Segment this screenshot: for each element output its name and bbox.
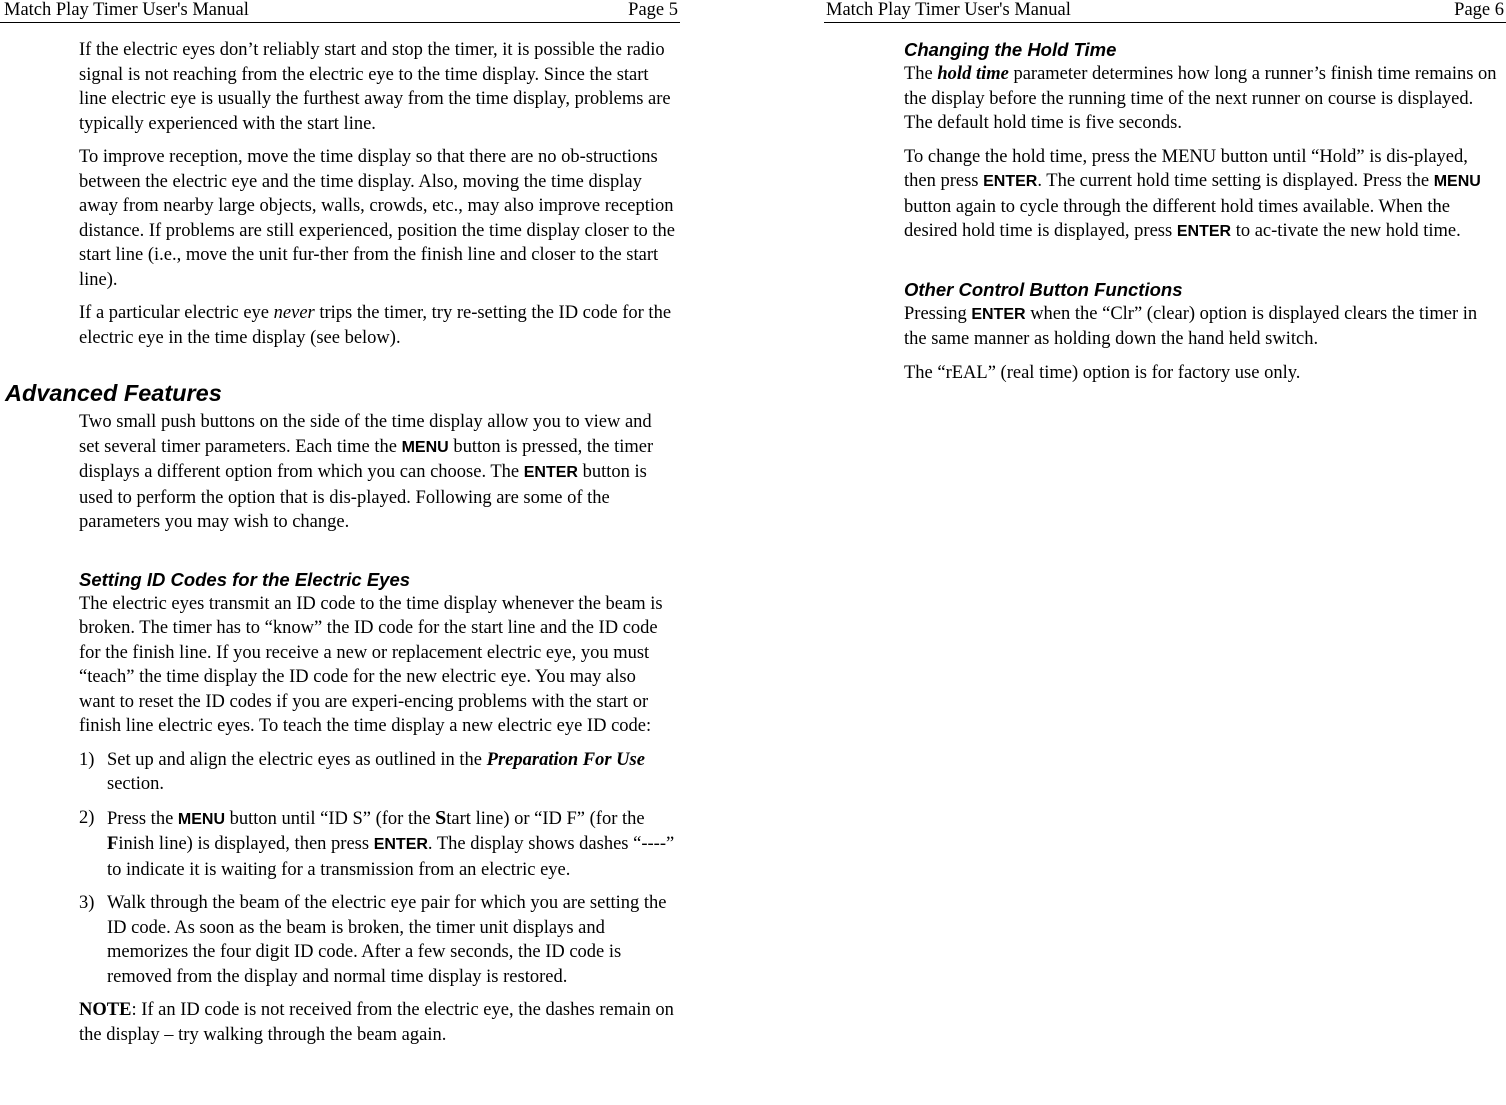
right-page [824,0,1506,1105]
steps-list [79,748,676,990]
text-run: when the “Clr” (clear) option is displayed clears the timer in the same manner as holding down the hand held switch. [904,303,1478,349]
text-run: . The current hold time setting is displayed. Press the [1037,171,1434,191]
list-number: 3) [79,893,95,913]
emphasis: never [273,303,315,323]
header-title: Match Play Timer User's Manual [826,0,1071,20]
text-run: button is pressed, the timer displays a different option from which you can choose. The [79,436,654,482]
emphasis: S [435,806,447,829]
list-number: 2) [79,807,95,828]
emphasis: hold time [937,64,1009,84]
paragraph [79,410,676,535]
text-run: section. [107,774,165,794]
text-run: Walk through the beam of the electric eye pair for which you are setting the ID code. As soon as the beam is broken, the timer unit displays and memorizes the four digit ID code. After a few seconds, the ID code is removed from the display and normal time display is restored. [107,893,667,987]
paragraph [904,62,1504,136]
text-run: button until “ID S” (for the [225,808,436,829]
header-page-number: Page 5 [628,0,678,20]
text-run: : If an ID code is not received from the electric eye, the dashes remain on the display – try walking through the beam again. [79,1000,674,1045]
subsection-heading: Changing the Hold Time [904,39,1117,60]
text-run: The [904,64,938,84]
subsection-heading: Other Control Button Functions [904,278,1183,300]
enter-key-label: ENTER [523,464,578,481]
page-header [0,0,680,23]
paragraph [904,145,1504,245]
text-run: to ac-tivate the new hold time. [1231,221,1461,241]
text-run: Two small push buttons on the side of the time display allow you to view and set several timer parameters. Each time the [79,412,652,457]
header-title: Match Play Timer User's Manual [4,0,249,20]
emphasis: F [107,834,119,854]
note-label: NOTE [79,1000,132,1020]
header-page-number: Page 6 [1454,0,1504,20]
text-run: tart line) or “ID F” (for the [446,808,645,829]
text-run: Set up and align the electric eyes as outlined in the [107,749,487,770]
text-run: . The display shows dashes “----” to indicate it is waiting for a transmission from an electric eye. [107,834,675,880]
subsection-heading: Setting ID Codes for the Electric Eyes [79,568,411,590]
text-run: To change the hold time, press the MENU button until “Hold” is dis-played, then press [904,146,1468,191]
paragraph: If the electric eyes don’t reliably start and stop the timer, it is possible the radio signal is not reaching from the electric eye to the time display. Since the start line electric eye is usually the furthest away from the time display, problems are typically experienced with the start line. [79,40,671,134]
text-run: trips the timer, try re-setting the ID code for the electric eye in the time display (see below). [79,303,672,348]
note-paragraph [79,998,676,1047]
text-run: button is used to perform the option that is dis-played. Following are some of the parameters you may wish to change. [79,462,647,532]
text-run: Pressing [904,303,972,324]
text-run: inish line) is displayed, then press [118,834,374,854]
paragraph: The “rEAL” (real time) option is for factory use only. [904,362,1301,383]
enter-key-label: ENTER [373,836,428,853]
paragraph: The electric eyes transmit an ID code to the time display whenever the beam is broken. The timer has to “know” the ID code for the start line and the ID code for the finish line. If you receive a new or replacement electric eye, you must “teach” the time display the ID code for the new electric eye. You may also want to reset the ID codes if you are experi-encing problems with the start or finish line electric eyes. To teach the time display a new electric eye ID code: [79,593,663,736]
enter-key-label: ENTER [1176,223,1232,240]
page-header [824,0,1506,23]
list-item [79,891,676,989]
list-item [79,806,676,883]
list-item [79,748,676,797]
paragraph: To improve reception, move the time display so that there are no ob-structions between the electric eye and the time display. Also, moving the time display away from nearby large objects, walls, crowds, etc., may also improve reception distance. If problems are still experienced, position the time display closer to the start line (i.e., move the unit fur-ther from the finish line and closer to the start line). [79,147,675,290]
list-number: 1) [79,749,95,770]
paragraph [904,302,1504,352]
page-body [5,38,676,1056]
menu-key-label: MENU [401,438,449,456]
enter-key-label: ENTER [971,305,1026,323]
menu-key-label: MENU [1433,173,1481,190]
page-body [904,38,1504,394]
menu-key-label: MENU [177,810,226,828]
text-run: Press the [107,808,178,829]
paragraph [79,301,676,350]
text-run: parameter determines how long a runner’s finish time remains on the display before the running time of the next runner on course is displayed. The default hold time is five seconds. [904,64,1497,133]
emphasis: Preparation For Use [486,749,645,770]
left-page [0,0,680,1105]
section-heading: Advanced Features [5,380,222,406]
text-run: If a particular electric eye [79,303,274,323]
enter-key-label: ENTER [983,173,1038,190]
text-run: button again to cycle through the different hold times available. When the desired hold time is displayed, press [904,196,1450,241]
